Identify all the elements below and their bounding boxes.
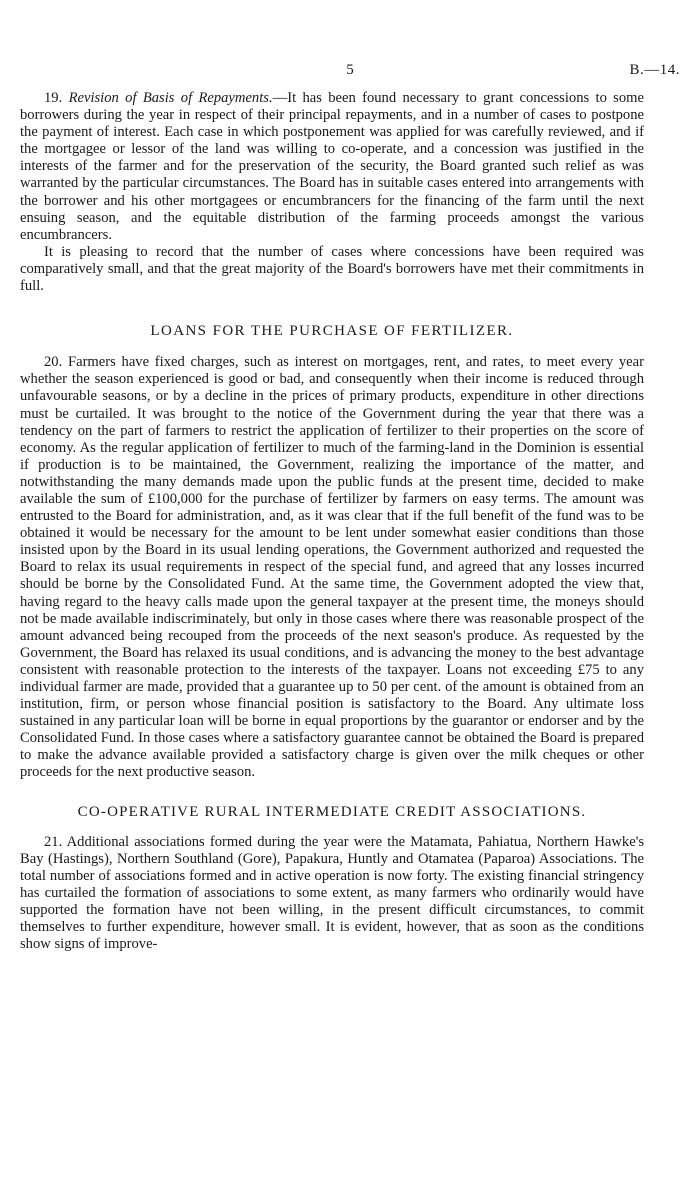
paragraph-19-number: 19. [44,90,63,106]
section-heading-fertilizer: LOANS FOR THE PURCHASE OF FERTILIZER. [150,323,514,340]
paragraph-19 [20,90,644,244]
paragraph-21: 21. Additional associations formed during the year were the Matamata, Pahiatua, Northern Hawke's Bay (Hastings), Northern Southland (Gore), Papakura, Huntly and Otamatea (Paparoa) Associations. The total number of associations formed and in active operation is now forty. The existing financial stringency has curtailed the formation of associations to some extent, as many farmers who ordinarily would have supported the formation have not been willing, in the present difficult circumstances, to commit themselves to further expenditure, however small. It is evident, however, that as soon as the conditions show signs of improve- [20,833,644,953]
page-number: 5 [346,62,354,78]
paragraph-20: 20. Farmers have fixed charges, such as interest on mortgages, rent, and rates, to meet every year whether the season experienced is good or bad, and consequently when their income is reduced through unfavourable seasons, or by a decline in the prices of primary products, expenditure in other directions must be curtailed. It was brought to the notice of the Government during the year that there was a tendency on the part of farmers to restrict the application of fertilizer to their properties on the score of economy. As the regular application of fertilizer to much of the farming-land in the Dominion is essential if production is to be maintained, the Government, realizing the importance of the matter, and notwithstanding the many demands made upon the public funds at the present time, decided to make available the sum of £100,000 for the purchase of fertilizer by farmers on easy terms. The amount was entrusted to the Board for administration, and, as it was clear that if the full benefit of the fund was to be obtained it would be necessary for the amount to be lent under somewhat easier conditions than those insisted upon by the Board in its usual lending operations, the Government authorized and requested the Board to relax its usual requirements in respect of the special fund, and agreed that any losses incurred should be borne by the Consolidated Fund. At the same time, the Government adopted the view that, having regard to the heavy calls made upon the general taxpayer at the present time, the moneys should not be made available indiscriminately, but only in those cases where there was reasonable prospect of the amount advanced being recouped from the proceeds of the next season's produce. As requested by the Government, the Board has relaxed its usual conditions, and is advancing the money to the best advantage consistent with reasonable protection to the interests of the taxpayer. Loans not exceeding £75 to any individual farmer are made, provided that a guarantee up to 50 per cent. of the amount is obtained from an institution, firm, or person whose financial position is satisfactory to the Board. Any ultimate loss sustained in any particular loan will be borne in equal proportions by the guarantor or endorser and by the Consolidated Fund. In those cases where a satisfactory guarantee cannot be obtained the Board is prepared to make the advance available provided a satisfactory charge is given over the milk cheques or other proceeds for the next productive season. [20,354,644,781]
paragraph-19-text: —It has been found necessary to grant concessions to some borrowers during the year in respect of their principal repayments, and in a number of cases to postpone the payment of interest. Each case in which postponement was applied for was carefully reviewed, and if the mortgagee or lessor of the land was willing to co-operate, and a concession was justified in the interests of the farmer and for the preservation of the security, the Board granted such relief as was warranted by the particular circumstances. The Board has in suitable cases entered into arrangements with the borrower and his other mortgagees or encumbrancers for the financing of the farm until the next ensuing season, and the equitable distribution of the farming proceeds amongst the various encumbrancers. [20,90,644,243]
document-page [20,0,680,953]
page-header [20,0,680,90]
document-reference: B.—14. [629,62,680,78]
section-heading-credit-associations: CO-OPERATIVE RURAL INTERMEDIATE CREDIT ASSOCIATIONS. [77,803,587,820]
paragraph-19-continued: It is pleasing to record that the number of cases where concessions have been required was comparatively small, and that the great majority of the Board's borrowers have met their commitments in full. [20,243,644,295]
paragraph-19-title: Revision of Basis of Repayments. [68,90,273,106]
